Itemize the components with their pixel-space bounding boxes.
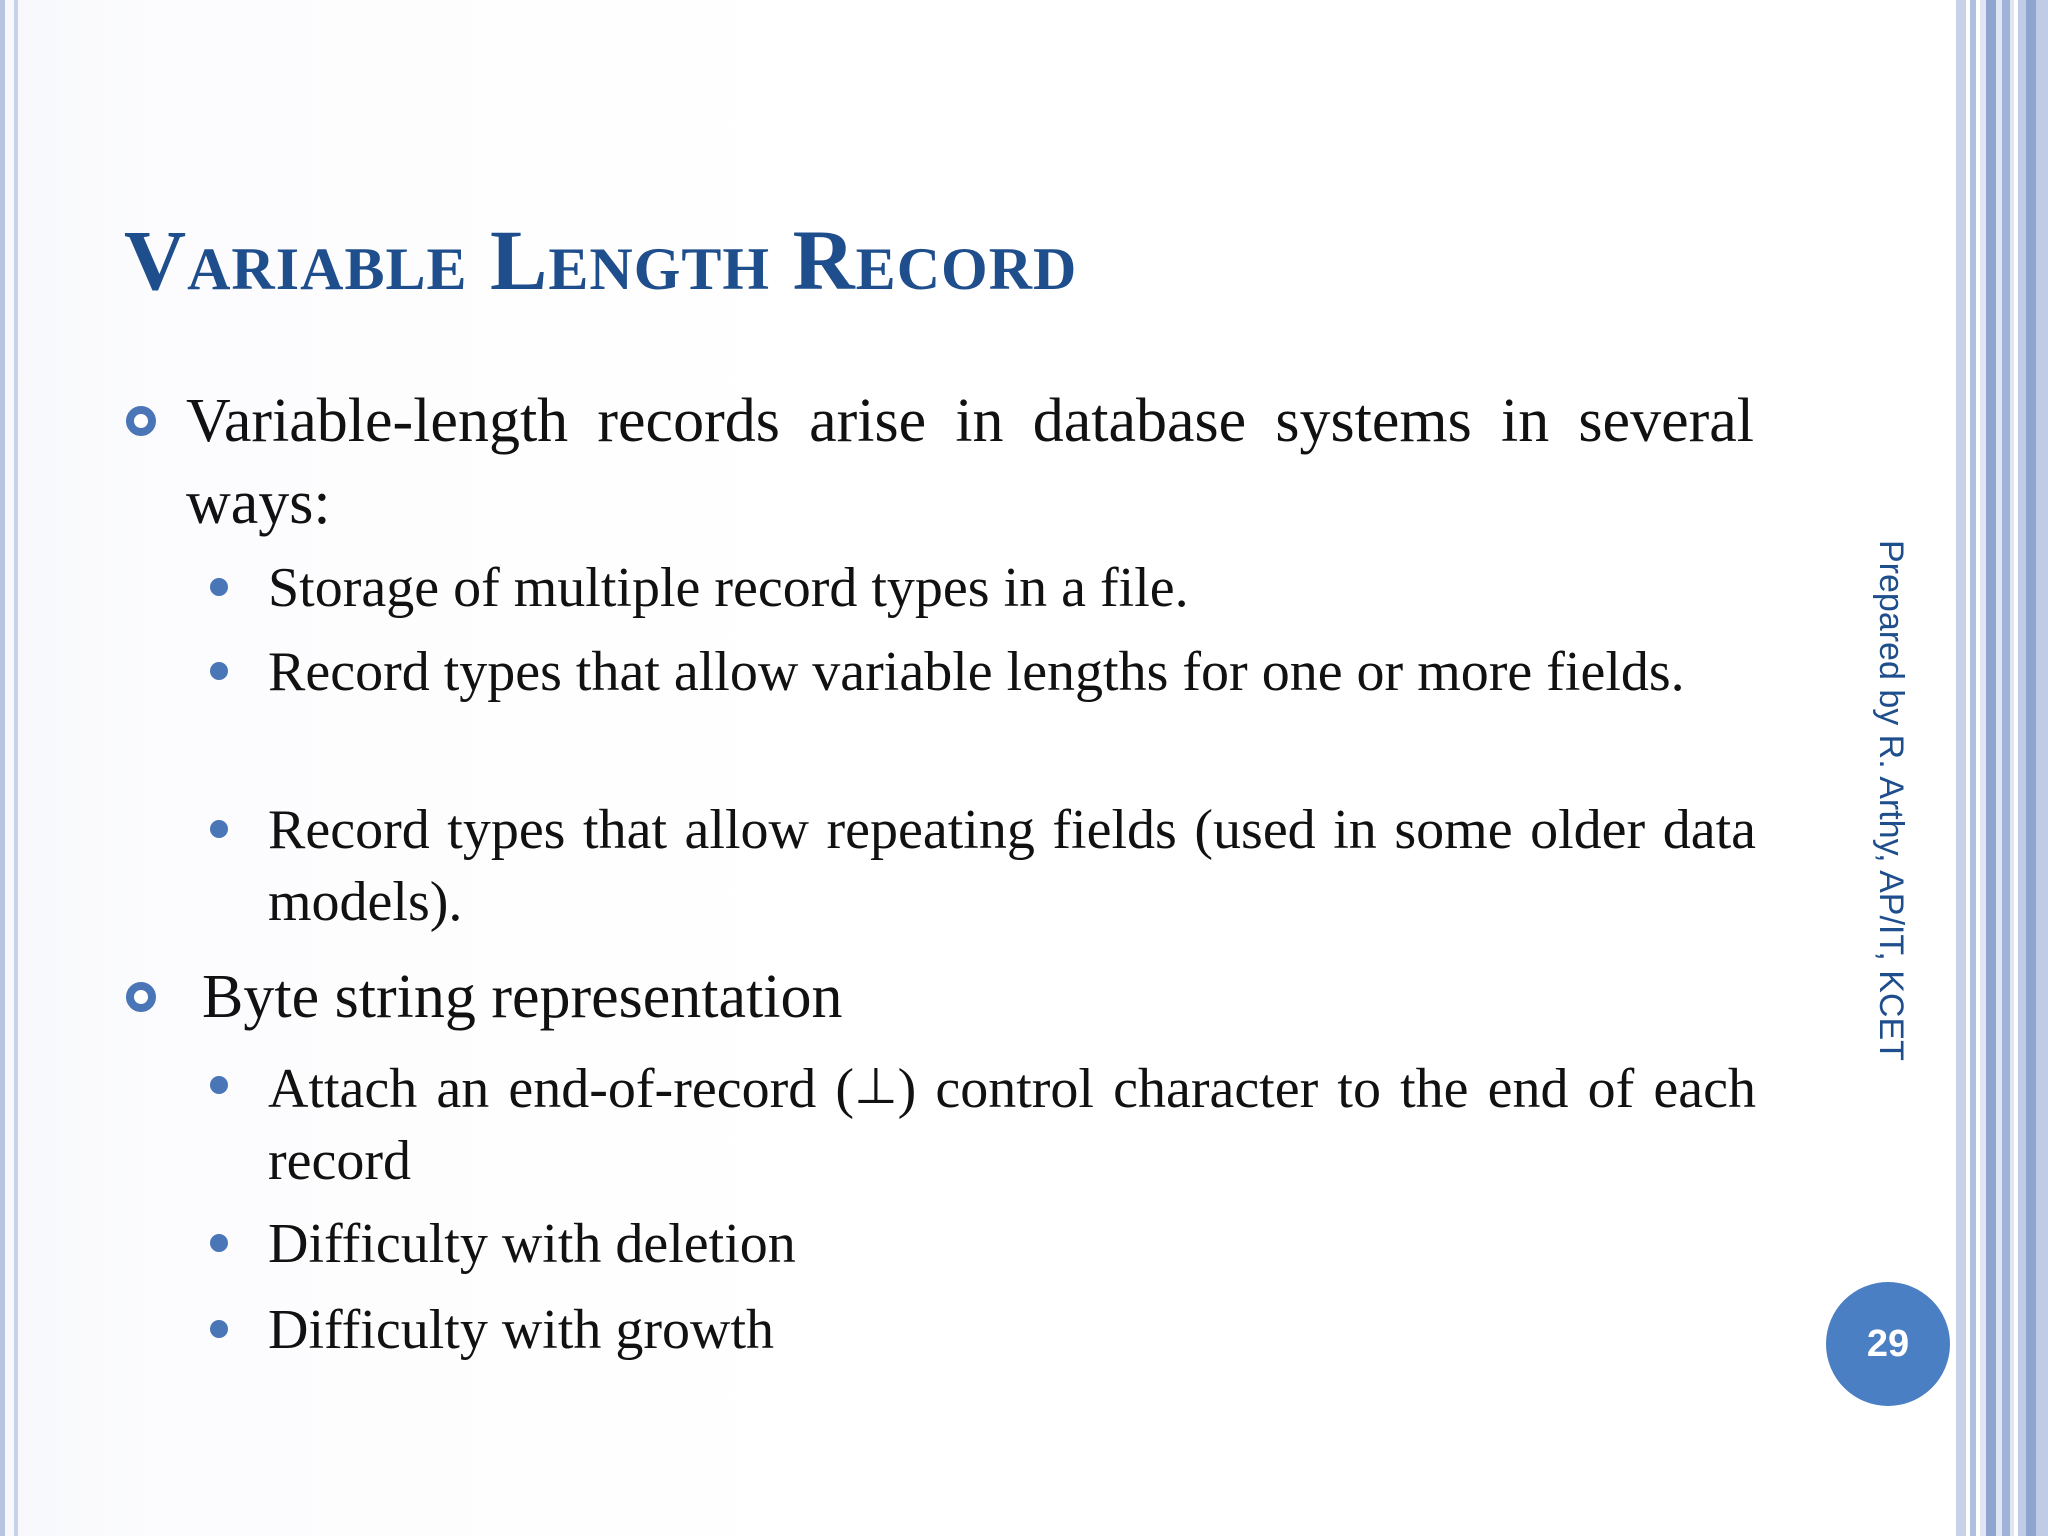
sub-bullet-growth bbox=[268, 1294, 1756, 1366]
left-frame-line bbox=[14, 0, 18, 1536]
bullet-text: Byte string representation bbox=[202, 963, 843, 1031]
sub-bullet-text-prefix: Attach an end-of-record ( bbox=[268, 1058, 854, 1120]
sub-bullet-repeating-fields bbox=[268, 794, 1756, 938]
sub-bullet-attach bbox=[268, 1050, 1756, 1197]
right-decorative-stripes bbox=[1956, 0, 2048, 1536]
sub-bullet-text: Storage of multiple record types in a file. bbox=[268, 557, 1189, 619]
dot-bullet-icon bbox=[210, 662, 228, 680]
sub-bullet-text: Difficulty with deletion bbox=[268, 1213, 796, 1275]
sub-bullet-storage bbox=[268, 552, 1756, 624]
bullet-variable-length bbox=[186, 380, 1754, 544]
dot-bullet-icon bbox=[210, 820, 228, 838]
page-number-badge: 29 bbox=[1826, 1282, 1950, 1406]
sub-bullet-text-suffix: ) control character to the end of each record bbox=[268, 1058, 1756, 1192]
dot-bullet-icon bbox=[210, 1076, 228, 1094]
sub-bullet-text: Difficulty with growth bbox=[268, 1299, 775, 1361]
dot-bullet-icon bbox=[210, 578, 228, 596]
hollow-circle-bullet-icon bbox=[126, 982, 156, 1012]
end-of-record-symbol: ⊥ bbox=[854, 1057, 898, 1115]
left-frame-line bbox=[0, 0, 5, 1536]
dot-bullet-icon bbox=[210, 1234, 228, 1252]
sub-bullet-text: Record types that allow repeating fields (used in some older data models). bbox=[268, 799, 1756, 933]
dot-bullet-icon bbox=[210, 1320, 228, 1338]
slide-title: Variable Length Record bbox=[124, 212, 1078, 308]
hollow-circle-bullet-icon bbox=[126, 406, 156, 436]
sub-bullet-variable-lengths bbox=[268, 636, 1756, 708]
sub-bullet-text: Record types that allow variable lengths for one or more fields. bbox=[268, 641, 1685, 703]
sub-bullet-deletion bbox=[268, 1208, 1756, 1280]
bullet-byte-string bbox=[202, 956, 1770, 1038]
author-credit: Prepared by R. Arthy, AP/IT, KCET bbox=[1872, 540, 1910, 1061]
bullet-text: Variable-length records arise in database systems in several ways: bbox=[186, 387, 1754, 537]
